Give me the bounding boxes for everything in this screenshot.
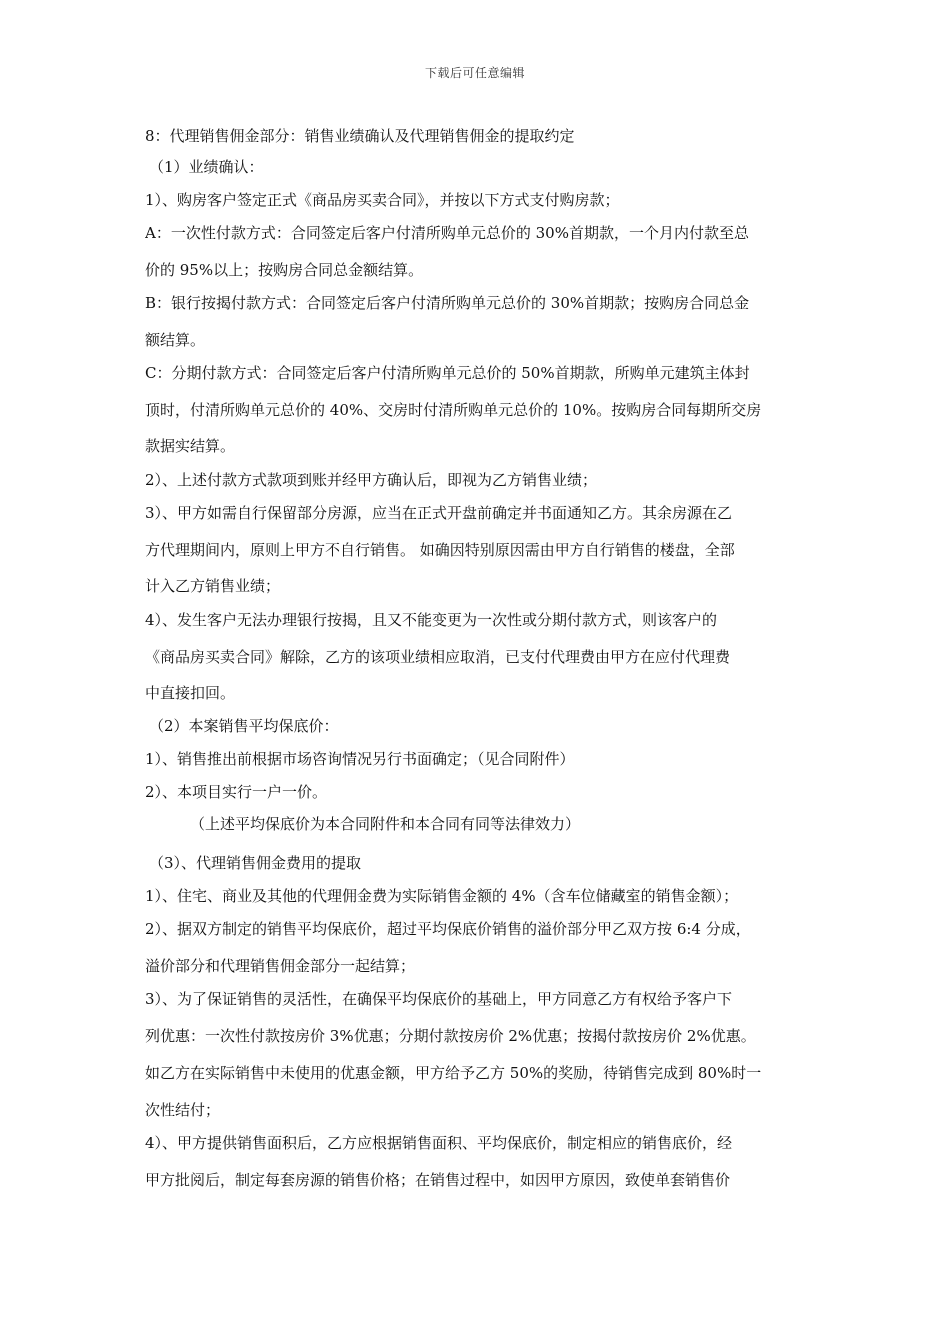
subsection-heading: （3）、代理销售佣金费用的提取	[149, 855, 362, 872]
paragraph-line: 价的 95%以上；按购房合同总金额结算。	[145, 262, 424, 279]
paragraph-line: A：一次性付款方式：合同签定后客户付清所购单元总价的 30%首期款，一个月内付款至总	[145, 225, 749, 242]
note-line: （上述平均保底价为本合同附件和本合同有同等法律效力）	[190, 816, 581, 833]
subsection-heading: （1）业绩确认：	[149, 159, 264, 176]
paragraph-line: 1）、住宅、商业及其他的代理佣金费为实际销售金额的 4%（含车位储藏室的销售金额）；	[145, 888, 739, 905]
paragraph-line: 如乙方在实际销售中未使用的优惠金额，甲方给予乙方 50%的奖励，待销售完成到 80%时一	[145, 1065, 762, 1082]
document-body	[145, 122, 813, 1189]
paragraph-line: 计入乙方销售业绩；	[145, 578, 281, 595]
paragraph-line: 1）、销售推出前根据市场咨询情况另行书面确定；（见合同附件）	[145, 751, 575, 768]
paragraph-line: 溢价部分和代理销售佣金部分一起结算；	[145, 958, 416, 975]
paragraph-line: 4）、发生客户无法办理银行按揭，且又不能变更为一次性或分期付款方式，则该客户的	[145, 612, 718, 629]
paragraph-line: 1）、购房客户签定正式《商品房买卖合同》，并按以下方式支付购房款；	[145, 192, 620, 209]
paragraph-line: 2）、据双方制定的销售平均保底价，超过平均保底价销售的溢价部分甲乙双方按 6:4 分成，	[145, 921, 751, 938]
paragraph-line: 3）、甲方如需自行保留部分房源，应当在正式开盘前确定并书面通知乙方。其余房源在乙	[145, 505, 733, 522]
paragraph-line: 列优惠：一次性付款按房价 3%优惠；分期付款按房价 2%优惠；按揭付款按房价 2%优惠。	[145, 1028, 756, 1045]
paragraph-line: 《商品房买卖合同》解除，乙方的该项业绩相应取消，已支付代理费由甲方在应付代理费	[145, 649, 731, 666]
page-header: 下载后可任意编辑	[424, 66, 525, 80]
paragraph-line: B：银行按揭付款方式：合同签定后客户付清所购单元总价的 30%首期款；按购房合同总金	[145, 295, 750, 312]
paragraph-line: 2）、上述付款方式款项到账并经甲方确认后，即视为乙方销售业绩；	[145, 472, 598, 489]
paragraph-line: 次性结付；	[145, 1102, 221, 1119]
paragraph-line: 方代理期间内，原则上甲方不自行销售。 如确因特别原因需由甲方自行销售的楼盘，全部	[145, 542, 735, 559]
section-heading: 8：代理销售佣金部分：销售业绩确认及代理销售佣金的提取约定	[145, 128, 575, 145]
paragraph-line: 顶时，付清所购单元总价的 40%、交房时付清所购单元总价的 10%。按购房合同每期所交房	[145, 402, 762, 419]
paragraph-line: 2）、本项目实行一户一价。	[145, 784, 328, 801]
subsection-heading: （2）本案销售平均保底价：	[149, 718, 339, 735]
paragraph-line: 额结算。	[145, 332, 206, 349]
paragraph-line: 款据实结算。	[145, 438, 236, 455]
paragraph-line: 中直接扣回。	[145, 685, 236, 702]
paragraph-line: 3）、为了保证销售的灵活性，在确保平均保底价的基础上，甲方同意乙方有权给予客户下	[145, 991, 733, 1008]
paragraph-line: 甲方批阅后，制定每套房源的销售价格；在销售过程中，如因甲方原因，致使单套销售价	[145, 1172, 731, 1189]
paragraph-line: 4）、甲方提供销售面积后，乙方应根据销售面积、平均保底价，制定相应的销售底价，经	[145, 1135, 733, 1152]
paragraph-line: C：分期付款方式：合同签定后客户付清所购单元总价的 50%首期款，所购单元建筑主体封	[145, 365, 750, 382]
